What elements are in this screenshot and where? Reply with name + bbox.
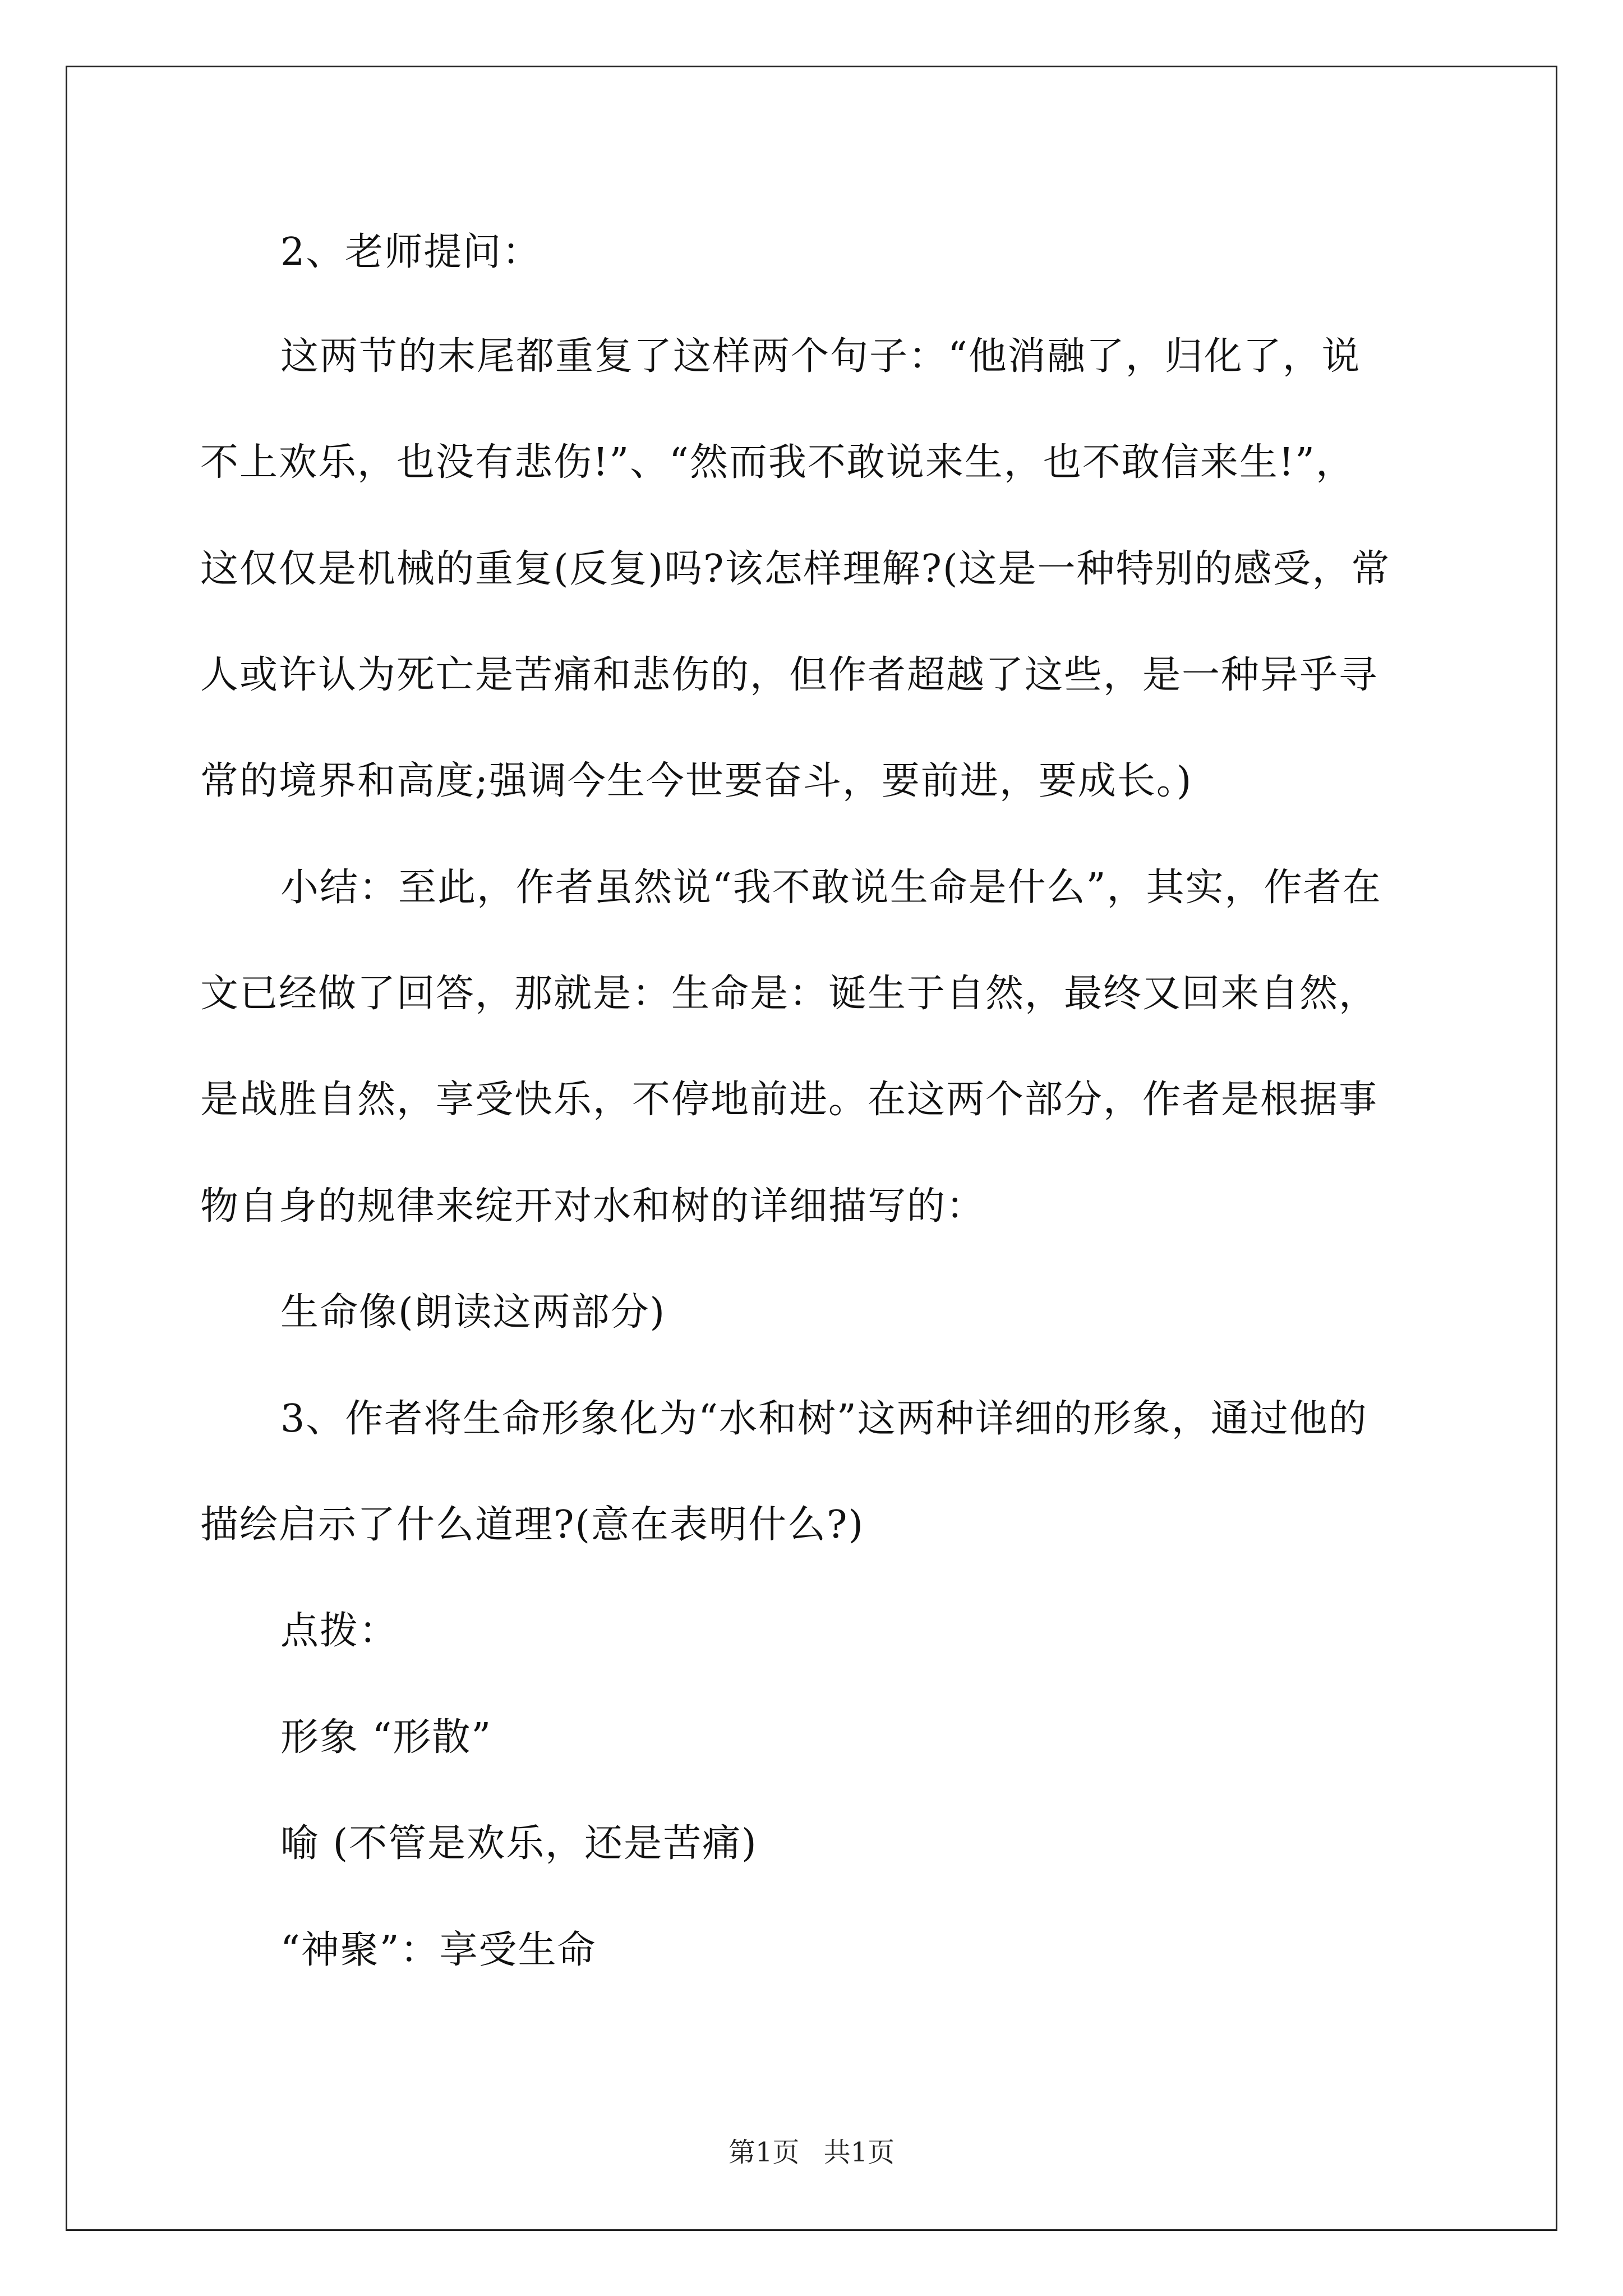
text-line: “神聚”：享受生命: [280, 1928, 597, 1972]
page-border: [66, 66, 1557, 2231]
text-line: 这两节的末尾都重复了这样两个句子：“他消融了，归化了，说: [280, 334, 1361, 379]
text-line: 这仅仅是机械的重复(反复)吗?该怎样理解?(这是一种特别的感受，常: [200, 547, 1391, 591]
text-line: 形象 “形散”: [280, 1715, 492, 1760]
text-line: 描绘启示了什么道理?(意在表明什么?): [200, 1503, 864, 1547]
text-line: 文已经做了回答，那就是：生命是：诞生于自然，最终又回来自然，: [200, 972, 1378, 1016]
page-number-total: 共1页: [823, 2137, 895, 2168]
page-footer: [0, 2136, 1623, 2169]
text-line: 不上欢乐，也没有悲伤!”、“然而我不敢说来生，也不敢信来生!”，: [200, 440, 1355, 485]
text-line: 喻 (不管是欢乐，还是苦痛): [280, 1821, 758, 1866]
text-line: 3、作者将生命形象化为“水和树”这两种详细的形象，通过他的: [280, 1397, 1368, 1441]
text-line: 点拨：: [280, 1609, 399, 1653]
text-line: 小结：至此，作者虽然说“我不敢说生命是什么”，其实，作者在: [280, 866, 1382, 910]
text-line: 是战胜自然，享受快乐，不停地前进。在这两个部分，作者是根据事: [200, 1078, 1378, 1122]
text-line: 常的境界和高度;强调今生今世要奋斗，要前进，要成长。): [200, 759, 1193, 803]
page-number-current: 第1页: [728, 2137, 800, 2168]
text-line: 人或许认为死亡是苦痛和悲伤的，但作者超越了这些，是一种异乎寻: [200, 653, 1378, 697]
text-line: 物自身的规律来绽开对水和树的详细描写的：: [200, 1184, 986, 1228]
text-line: 生命像(朗读这两部分): [280, 1290, 666, 1335]
text-line: 2、老师提问：: [280, 230, 542, 274]
